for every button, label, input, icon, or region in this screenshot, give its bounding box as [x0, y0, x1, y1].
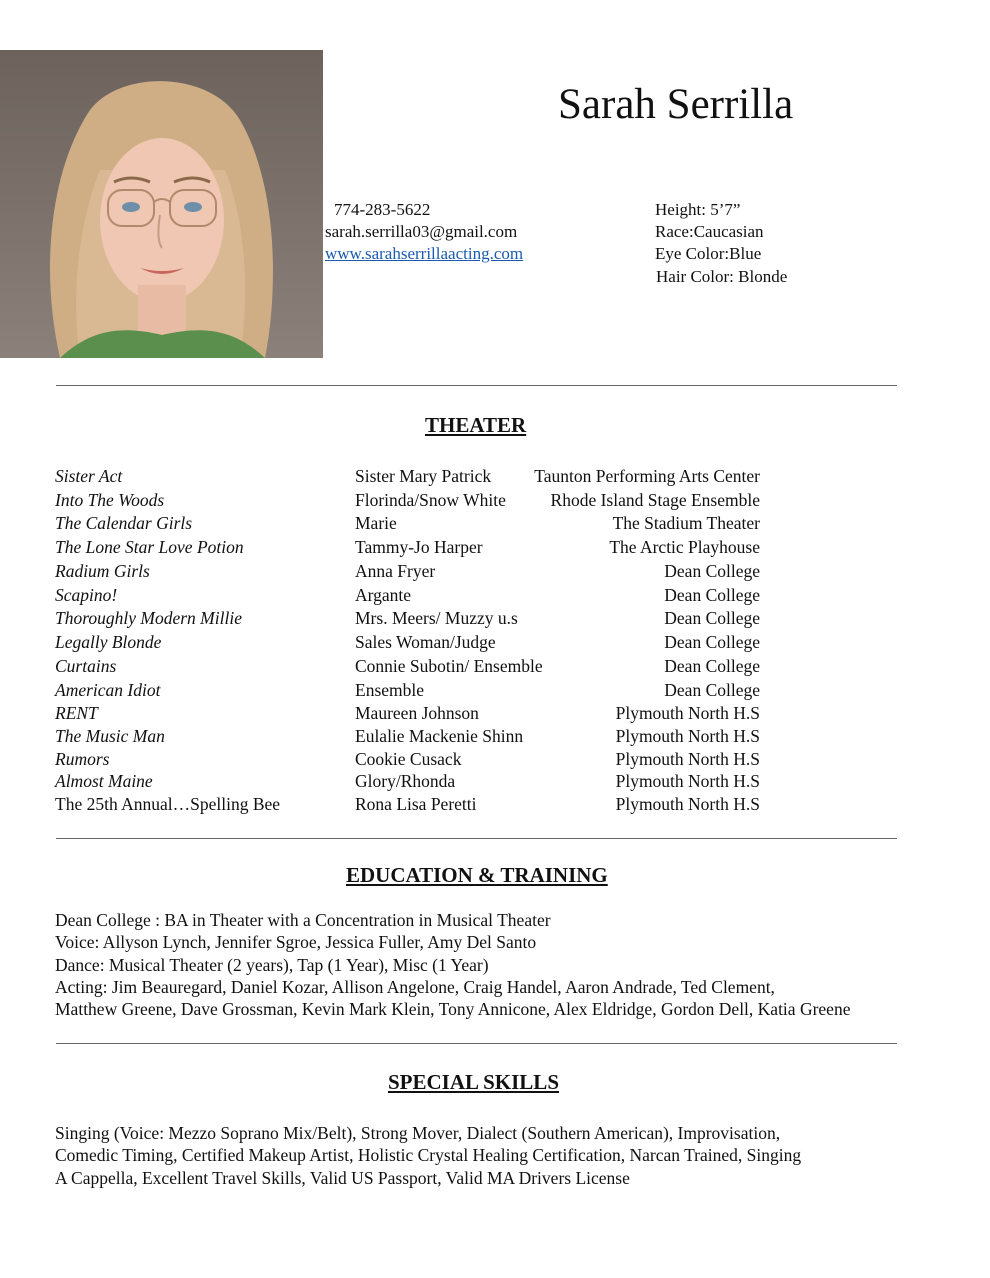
show-title: The Calendar Girls — [55, 513, 193, 533]
theater-credit-row — [0, 537, 990, 561]
show-title: Into The Woods — [55, 490, 165, 510]
show-title: Thoroughly Modern Millie — [55, 608, 242, 628]
role-name: Rona Lisa Peretti — [355, 794, 477, 814]
skills-heading: SPECIAL SKILLS — [388, 1070, 559, 1094]
show-title: Legally Blonde — [55, 632, 162, 652]
race-stat: Race:Caucasian — [655, 222, 764, 241]
headshot-photo — [0, 50, 323, 358]
role-name: Sales Woman/Judge — [355, 632, 496, 652]
role-name: Tammy-Jo Harper — [355, 537, 483, 557]
skills-list — [55, 1122, 801, 1189]
divider — [56, 1043, 897, 1044]
skills-line: Singing (Voice: Mezzo Soprano Mix/Belt), Strong Mover, Dialect (Southern American), Improvisation, — [55, 1123, 781, 1143]
role-name: Anna Fryer — [355, 561, 436, 581]
venue-name: Plymouth North H.S — [615, 703, 760, 723]
theater-credit-row — [0, 513, 990, 537]
theater-credit-row — [0, 490, 990, 514]
role-name: Glory/Rhonda — [355, 771, 456, 791]
role-name: Maureen Johnson — [355, 703, 479, 723]
education-line: Matthew Greene, Dave Grossman, Kevin Mark Klein, Tony Annicone, Alex Eldridge, Gordon Dell, Katia Greene — [55, 999, 851, 1020]
education-line: Voice: Allyson Lynch, Jennifer Sgroe, Jessica Fuller, Amy Del Santo — [55, 932, 537, 953]
venue-name: The Stadium Theater — [612, 513, 760, 533]
theater-credit-row — [0, 561, 990, 585]
theater-credit-row — [0, 703, 990, 727]
divider — [56, 385, 897, 386]
theater-credit-row — [0, 656, 990, 680]
theater-credit-row — [0, 466, 990, 490]
theater-credit-row — [0, 680, 990, 704]
eye-color-stat: Eye Color:Blue — [655, 244, 762, 263]
role-name: Ensemble — [355, 680, 425, 700]
venue-name: Dean College — [664, 632, 760, 652]
contact-block — [325, 199, 523, 265]
theater-credit-row — [0, 771, 990, 795]
venue-name: Dean College — [664, 656, 760, 676]
show-title: Radium Girls — [55, 561, 150, 581]
venue-name: Dean College — [664, 608, 760, 628]
hair-color-stat: Hair Color: Blonde — [656, 267, 788, 286]
divider — [56, 838, 897, 839]
skills-line: Comedic Timing, Certified Makeup Artist, Holistic Crystal Healing Certification, Narcan Trained, Singing — [55, 1145, 802, 1166]
role-name: Marie — [355, 513, 397, 533]
role-name: Mrs. Meers/ Muzzy u.s — [355, 608, 518, 628]
height-stat: Height: 5’7” — [655, 200, 741, 219]
performer-name: Sarah Serrilla — [558, 81, 794, 128]
role-name: Argante — [355, 585, 412, 605]
theater-credit-row — [0, 632, 990, 656]
education-line: Acting: Jim Beauregard, Daniel Kozar, Allison Angelone, Craig Handel, Aaron Andrade, Ted Clement, — [55, 976, 775, 997]
show-title: Rumors — [55, 749, 110, 769]
show-title: Sister Act — [55, 466, 123, 486]
venue-name: The Arctic Playhouse — [609, 537, 760, 557]
show-title: The Music Man — [55, 726, 165, 746]
venue-name: Dean College — [664, 561, 760, 581]
role-name: Florinda/Snow White — [355, 490, 506, 510]
venue-name: Plymouth North H.S — [615, 749, 760, 769]
show-title: Scapino! — [55, 585, 118, 605]
theater-credit-row — [0, 794, 990, 818]
venue-name: Dean College — [664, 680, 760, 700]
stats-block — [655, 199, 787, 288]
role-name: Sister Mary Patrick — [355, 466, 492, 486]
phone-number: 774-283-5622 — [334, 200, 431, 219]
venue-name: Dean College — [664, 585, 760, 605]
show-title: The 25th Annual…Spelling Bee — [55, 794, 281, 814]
skills-line: A Cappella, Excellent Travel Skills, Valid US Passport, Valid MA Drivers License — [55, 1167, 630, 1188]
role-name: Eulalie Mackenie Shinn — [355, 726, 524, 746]
venue-name: Taunton Performing Arts Center — [534, 466, 760, 486]
show-title: RENT — [55, 703, 98, 723]
role-name: Cookie Cusack — [355, 749, 462, 769]
show-title: Almost Maine — [55, 771, 153, 791]
theater-credit-row — [0, 608, 990, 632]
theater-credit-row — [0, 726, 990, 750]
venue-name: Rhode Island Stage Ensemble — [550, 490, 760, 510]
headshot-illustration — [0, 50, 323, 358]
role-name: Connie Subotin/ Ensemble — [355, 656, 543, 676]
education-line: Dean College : BA in Theater with a Concentration in Musical Theater — [55, 910, 551, 930]
show-title: Curtains — [55, 656, 117, 676]
show-title: American Idiot — [55, 680, 161, 700]
theater-credit-row — [0, 749, 990, 773]
show-title: The Lone Star Love Potion — [55, 537, 244, 557]
email-address: sarah.serrilla03@gmail.com — [325, 222, 518, 241]
theater-credit-row — [0, 585, 990, 609]
theater-heading: THEATER — [425, 413, 527, 437]
venue-name: Plymouth North H.S — [615, 726, 760, 746]
website-link[interactable]: www.sarahserrillaacting.com — [325, 244, 524, 263]
education-list — [55, 909, 850, 1020]
education-line: Dance: Musical Theater (2 years), Tap (1 Year), Misc (1 Year) — [55, 954, 489, 975]
venue-name: Plymouth North H.S — [615, 794, 760, 814]
education-heading: EDUCATION & TRAINING — [346, 863, 608, 887]
venue-name: Plymouth North H.S — [615, 771, 760, 791]
